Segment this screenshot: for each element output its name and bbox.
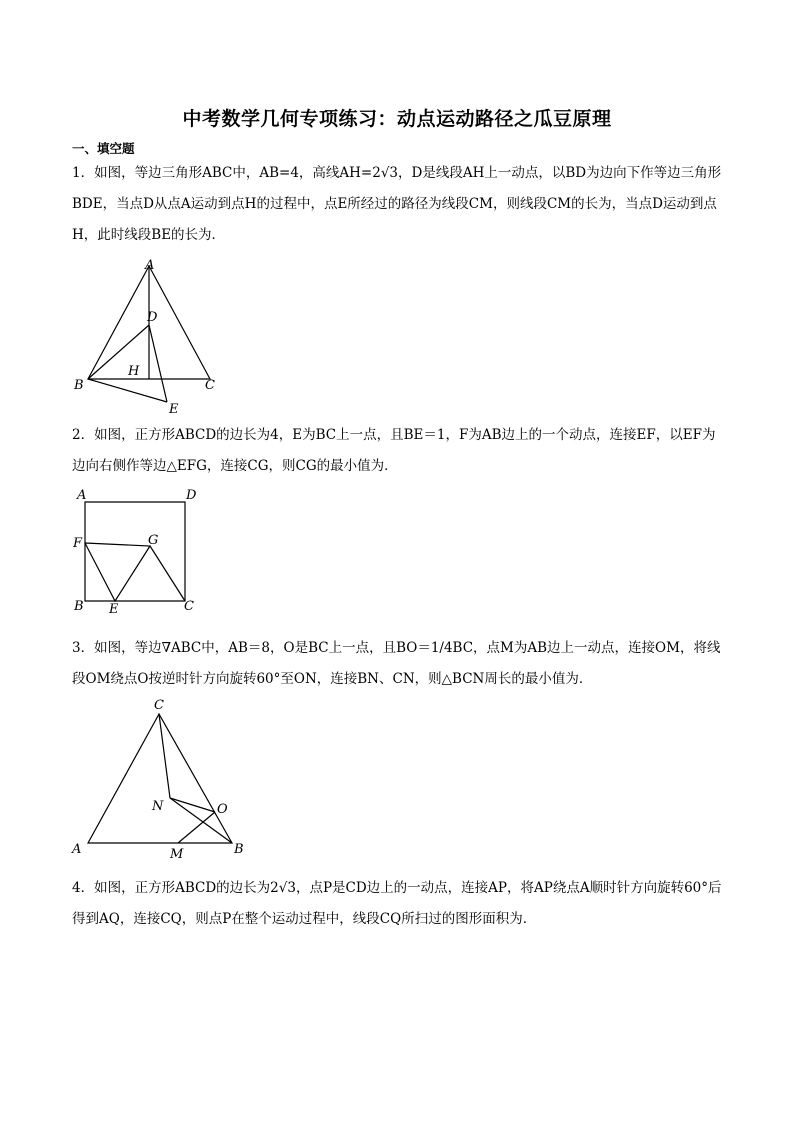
label-b: B bbox=[234, 842, 244, 857]
label-m: M bbox=[170, 847, 184, 862]
section-heading: 一、填空题 bbox=[72, 141, 135, 156]
question-2-text: 2．如图，正方形ABCD的边长为4，E为BC上一点，且BE＝1，F为AB边上的一个动点，连接EF，以EF为边向右侧作等边△EFG，连接CG，则CG的最小值为． bbox=[72, 427, 716, 474]
question-1-text: 1．如图，等边三角形ABC中，AB=4，高线AH=2√3，D是线段AH上一动点，以BD为边向下作等边三角形BDE，当点D从点A运动到点H的过程中，点E所经过的路径为线段CM，则线段CM的长为，当点D运动到点H，此时线段BE的长为． bbox=[72, 165, 722, 243]
question-3-figure bbox=[68, 694, 253, 864]
triangle-abc bbox=[88, 714, 232, 843]
segment-be bbox=[88, 379, 167, 402]
triangle-efg bbox=[85, 543, 150, 601]
label-a: A bbox=[72, 842, 82, 857]
segment-cn bbox=[159, 714, 170, 798]
label-a: A bbox=[77, 488, 87, 503]
label-g: G bbox=[148, 533, 159, 548]
question-4-text: 4．如图，正方形ABCD的边长为2√3，点P是CD边上的一动点，连接AP，将AP绕点A顺时针方向旋转60°后得到AQ，连接CQ，则点P在整个运动过程中，线段CQ所扫过的图形面积为． bbox=[72, 880, 722, 927]
question-2-figure bbox=[70, 486, 205, 616]
question-1-figure bbox=[70, 255, 230, 420]
label-c: C bbox=[205, 378, 215, 393]
label-a: A bbox=[145, 258, 155, 273]
label-b: B bbox=[74, 599, 84, 614]
label-d: D bbox=[186, 488, 197, 503]
label-c: C bbox=[154, 698, 164, 713]
segment-bd bbox=[88, 325, 149, 379]
label-h: H bbox=[128, 364, 140, 379]
label-o: O bbox=[217, 802, 228, 817]
label-n: N bbox=[152, 799, 164, 814]
label-f: F bbox=[73, 536, 83, 551]
segment-cg bbox=[150, 546, 185, 601]
page-title: 中考数学几何专项练习：动点运动路径之瓜豆原理 bbox=[182, 108, 612, 130]
label-d: D bbox=[147, 310, 158, 325]
label-c: C bbox=[184, 599, 194, 614]
label-b: B bbox=[74, 378, 84, 393]
square-abcd bbox=[85, 502, 185, 601]
segment-de bbox=[149, 325, 167, 402]
question-3-text: 3．如图，等边∇ABC中，AB＝8，O是BC上一点，且BO＝1/4BC，点M为AB边上一动点，连接OM，将线段OM绕点O按逆时针方向旋转60°至ON，连接BN、CN，则△BCN周长的最小值为． bbox=[72, 640, 721, 687]
label-e: E bbox=[109, 602, 119, 617]
label-e: E bbox=[169, 402, 179, 417]
